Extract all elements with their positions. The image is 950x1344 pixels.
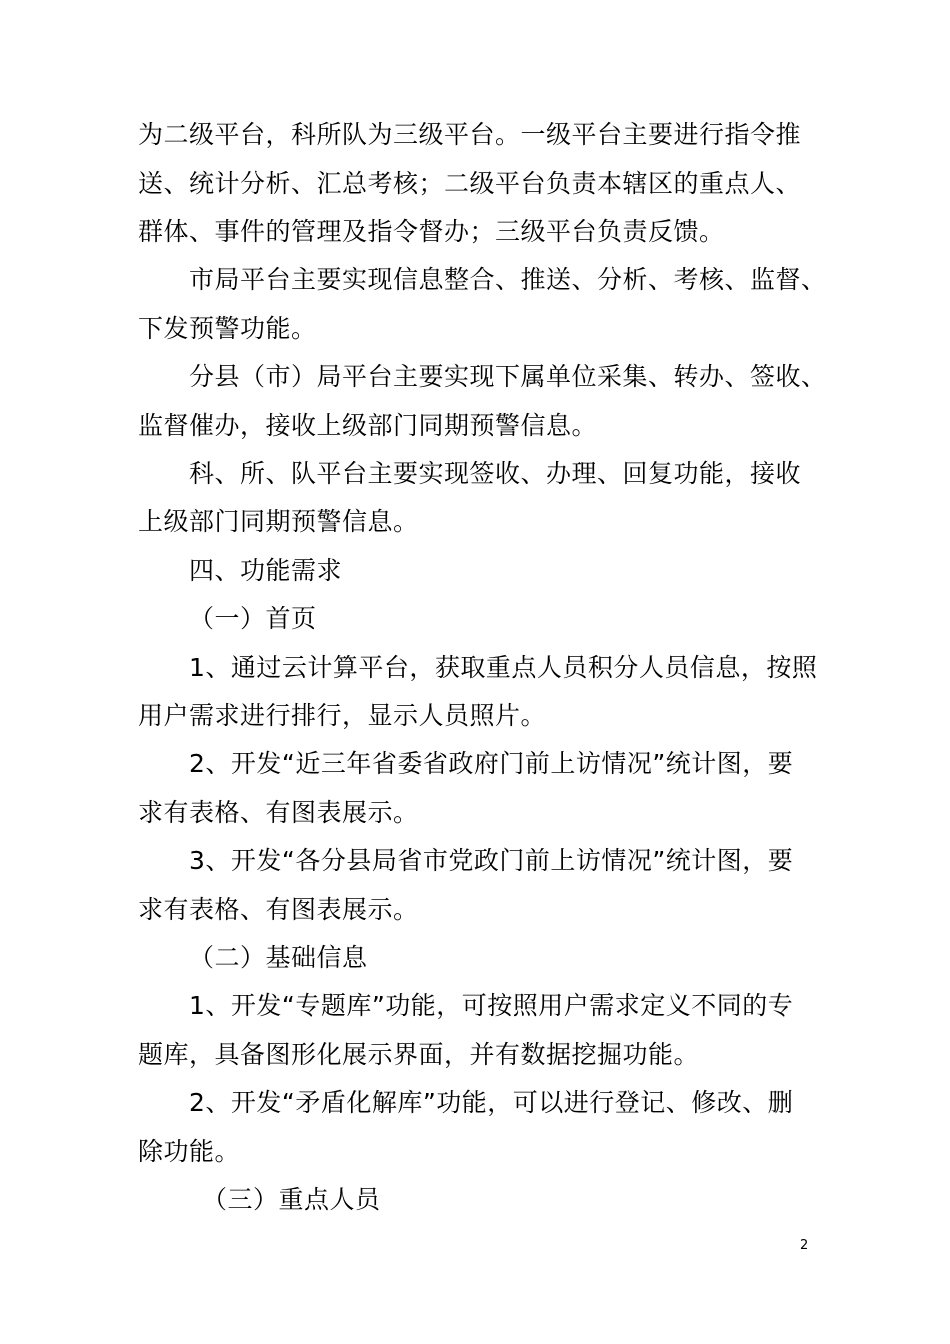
text-line: 题库，具备图形化展示界面，并有数据挖掘功能。 [138, 1040, 700, 1069]
text-line: 用户需求进行排行，显示人员照片。 [138, 701, 547, 730]
subsection-heading: （三）重点人员 [202, 1185, 381, 1214]
text-line: 求有表格、有图表展示。 [138, 798, 419, 827]
text-line: 送、统计分析、汇总考核；二级平台负责本辖区的重点人、 [138, 169, 802, 198]
text-line: 上级部门同期预警信息。 [138, 507, 419, 536]
text-line: 2、开发“近三年省委省政府门前上访情况”统计图，要 [189, 749, 794, 778]
text-line: 2、开发“矛盾化解库”功能，可以进行登记、修改、删 [189, 1088, 794, 1117]
text-line: 分县（市）局平台主要实现下属单位采集、转办、签收、 [189, 362, 827, 391]
text-line: 1、开发“专题库”功能，可按照用户需求定义不同的专 [189, 991, 794, 1020]
text-line: 科、所、队平台主要实现签收、办理、回复功能，接收 [189, 459, 802, 488]
text-line: 监督催办，接收上级部门同期预警信息。 [138, 411, 598, 440]
section-heading: 四、功能需求 [189, 556, 343, 585]
text-line: 为二级平台，科所队为三级平台。一级平台主要进行指令推 [138, 120, 802, 149]
subsection-heading: （二）基础信息 [189, 943, 368, 972]
text-line: 1、通过云计算平台，获取重点人员积分人员信息，按照 [189, 653, 818, 682]
text-line: 下发预警功能。 [138, 314, 317, 343]
text-line: 市局平台主要实现信息整合、推送、分析、考核、监督、 [189, 265, 827, 294]
page-number: 2 [800, 1238, 809, 1253]
text-line: 3、开发“各分县局省市党政门前上访情况”统计图，要 [189, 846, 794, 875]
text-line: 除功能。 [138, 1137, 241, 1166]
text-line: 群体、事件的管理及指令督办；三级平台负责反馈。 [138, 217, 725, 246]
subsection-heading: （一）首页 [189, 604, 317, 633]
text-line: 求有表格、有图表展示。 [138, 895, 419, 924]
